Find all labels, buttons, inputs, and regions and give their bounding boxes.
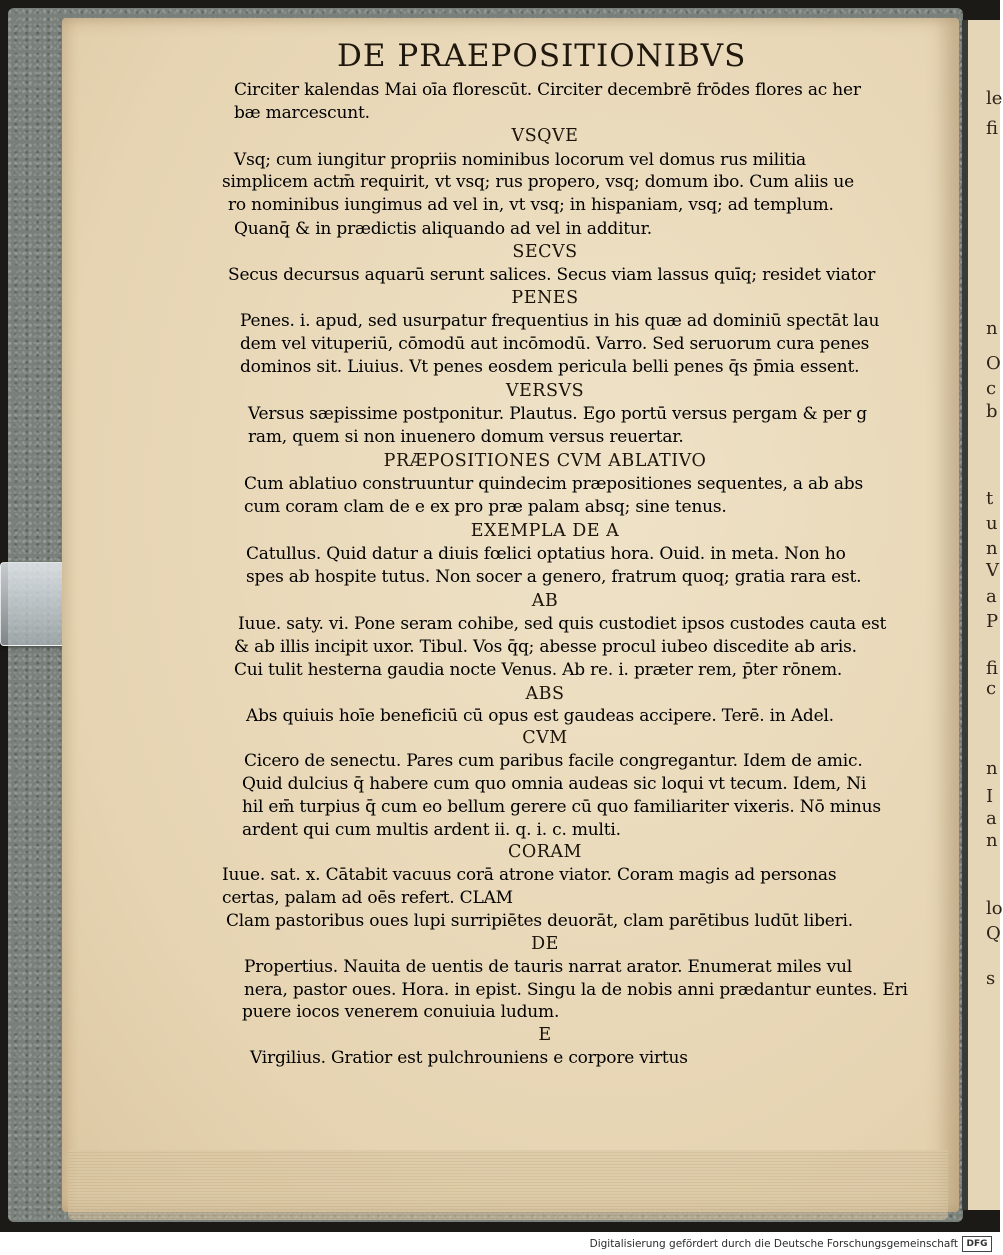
text-line: Penes. i. apud, sed usurpatur frequentius in his quæ ad dominiū spectāt lau: [240, 311, 880, 331]
facing-page-fragment: n: [986, 318, 998, 339]
text-line: certas, palam ad oēs refert. CLAM: [222, 888, 513, 908]
section-heading: DE: [531, 934, 559, 954]
section-heading: SECVS: [512, 242, 578, 262]
text-line: Catullus. Quid datur a diuis fœlici optatius hora. Ouid. in meta. Non ho: [246, 544, 846, 564]
facing-page-fragment: P: [986, 611, 999, 632]
section-heading: CORAM: [508, 842, 582, 862]
facing-page-fragment: fi: [986, 118, 999, 139]
facing-page-fragment: u: [986, 513, 998, 534]
text-line: Vsq; cum iungitur propriis nominibus locorum vel domus rus militia: [234, 150, 806, 170]
text-line: Virgilius. Gratior est pulchrouniens e corpore virtus: [250, 1048, 688, 1068]
text-line: Iuue. saty. vi. Pone seram cohibe, sed quis custodiet ipsos custodes cauta est: [238, 614, 887, 634]
text-line: Quid dulcius q̄ habere cum quo omnia audeas sic loqui vt tecum. Idem, Ni: [242, 774, 867, 794]
text-line: hil em̄ turpius q̄ cum eo bellum gerere cū quo familiariter vixeris. Nō minus: [242, 797, 881, 817]
facing-page-fragment: s: [986, 968, 996, 989]
facing-page-fragment: le: [986, 88, 1003, 109]
facing-page-fragment: V: [986, 560, 999, 581]
facing-page-fragment: O: [986, 353, 1001, 374]
text-line: dominos sit. Liuius. Vt penes eosdem pericula belli penes q̄s p̄mia essent.: [240, 357, 860, 377]
section-heading: AB: [531, 591, 559, 611]
facing-page-fragment: Q: [986, 923, 1001, 944]
page-stack-edges: [68, 1150, 948, 1220]
facing-page-fragment: n: [986, 830, 998, 851]
facing-page-fragment: t: [986, 488, 994, 509]
text-line: Iuue. sat. x. Cātabit vacuus corā atrone viator. Coram magis ad personas: [222, 865, 837, 885]
facing-page-fragment: fi: [986, 658, 999, 679]
facing-page-fragment: a: [986, 808, 997, 829]
section-heading: PRÆPOSITIONES CVM ABLATIVO: [383, 451, 707, 471]
facing-page-fragment: a: [986, 586, 997, 607]
text-line: ro nominibus iungimus ad vel in, vt vsq; in hispaniam, vsq; ad templum.: [228, 195, 834, 215]
text-line: ram, quem si non inuenero domum versus reuertar.: [248, 427, 684, 447]
text-line: nera, pastor oues. Hora. in epist. Singu la de nobis anni prædantur euntes. Eri: [244, 980, 908, 1000]
text-line: bæ marcescunt.: [234, 103, 370, 123]
section-heading: E: [538, 1025, 552, 1045]
facing-page-fragment: I: [986, 786, 994, 807]
digitization-credit: Digitalisierung gefördert durch die Deutsche Forschungsgemeinschaft: [589, 1238, 958, 1250]
section-heading: EXEMPLA DE A: [470, 521, 620, 541]
facing-page-fragment: c: [986, 378, 997, 399]
text-line: Cui tulit hesterna gaudia nocte Venus. Ab re. i. præter rem, p̄ter rōnem.: [234, 660, 843, 680]
text-line: Circiter kalendas Mai oīa florescūt. Circiter decembrē frōdes flores ac her: [234, 80, 861, 100]
facing-page-edge: [962, 20, 1003, 1210]
text-line: cum coram clam de e ex pro præ palam absq; sine tenus.: [244, 497, 727, 517]
facing-page-fragment: b: [986, 401, 998, 422]
text-line: puere iocos venerem conuiuia ludum.: [242, 1002, 560, 1022]
dfg-logo: DFG: [962, 1236, 992, 1252]
text-line: spes ab hospite tutus. Non socer a genero, fratrum quoq; gratia rara est.: [246, 567, 862, 587]
text-line: Abs quiuis hoīe beneficiū cū opus est gaudeas accipere. Terē. in Adel.: [246, 706, 834, 726]
text-line: Clam pastoribus oues lupi surripiētes deuorāt, clam parētibus ludūt liberi.: [226, 911, 853, 931]
facing-page-fragment: n: [986, 538, 998, 559]
text-line: & ab illis incipit uxor. Tibul. Vos q̄q; abesse procul iubeo discedite ab aris.: [234, 637, 857, 657]
text-line: Secus decursus aquarū serunt salices. Secus viam lassus quīq; residet viator: [228, 265, 876, 285]
text-line: Propertius. Nauita de uentis de tauris narrat arator. Enumerat miles vul: [244, 957, 853, 977]
section-heading: VSQVE: [511, 126, 579, 146]
text-line: dem vel vituperiū, cōmodū aut incōmodū. Varro. Sed seruorum cura penes: [240, 334, 870, 354]
section-heading: ABS: [525, 684, 565, 704]
section-heading: VERSVS: [505, 381, 585, 401]
text-line: Versus sæpissime postponitur. Plautus. Ego portū versus pergam & per g: [248, 404, 867, 424]
running-title: DE PRAEPOSITIONIBVS: [337, 38, 747, 74]
text-line: Cicero de senectu. Pares cum paribus facile congregantur. Idem de amic.: [244, 751, 863, 771]
section-heading: PENES: [511, 288, 579, 308]
section-heading: CVM: [522, 728, 568, 748]
facing-page-fragment: lo: [986, 898, 1003, 919]
text-line: Cum ablatiuo construuntur quindecim præpositiones sequentes, a ab abs: [244, 474, 863, 494]
facing-page-fragment: c: [986, 678, 997, 699]
text-line: Quanq̄ & in prædictis aliquando ad vel in additur.: [234, 219, 652, 239]
text-line: simplicem actm̄ requirit, vt vsq; rus propero, vsq; domum ibo. Cum aliis ue: [222, 172, 854, 192]
text-line: ardent qui cum multis ardent ii. q. i. c. multi.: [242, 820, 621, 840]
facing-page-fragment: n: [986, 758, 998, 779]
